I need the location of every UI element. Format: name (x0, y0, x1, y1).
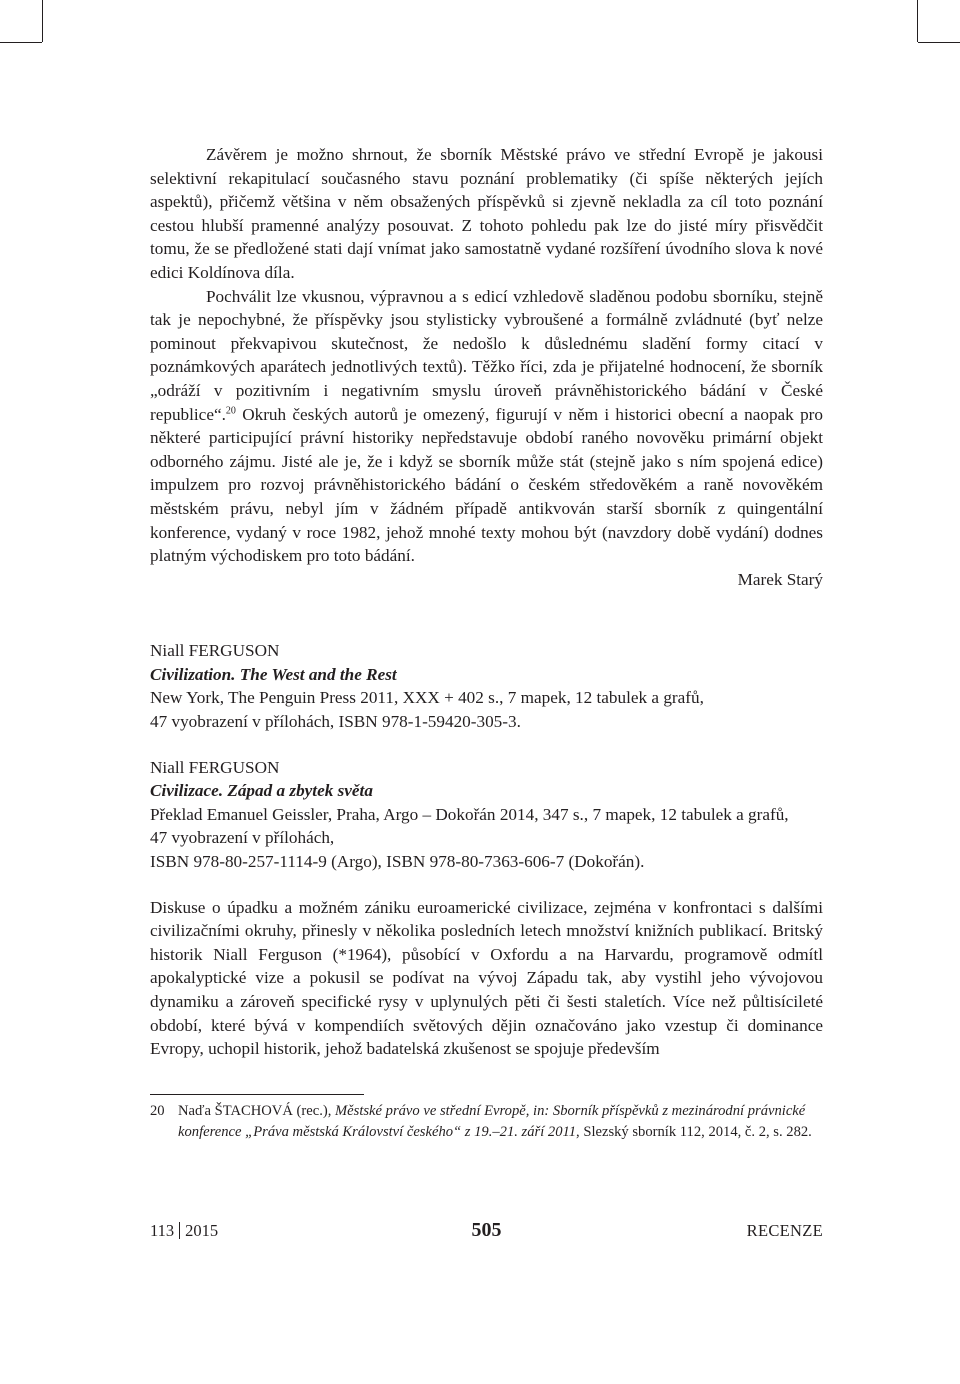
crop-mark-top-left-vertical (42, 0, 43, 42)
section-name: RECENZE (746, 1221, 823, 1240)
footnote-number: 20 (150, 1103, 165, 1119)
book-publication-line: 47 vyobrazení v přílohách, (150, 828, 335, 848)
review-paragraph-2: Pochválit lze vkusnou, výpravnou a s edicí vzhledově sladěnou podobu sborníku, stejně tak je nepochybné, že příspěvky jsou stylisticky vybroušené a formálně zvládnuté (byť nelze pominout překvapivou skutečnost, že nedošlo k důslednému sladění formy citací v poznámkových aparátech jednotlivých textů). Těžko říci, zda je přijatelné hodnocení, že sborník „odráží v pozitivním i negativním smyslu úroveň právněhistorického bádání v České republice“.$^{20}$ Okruh českých autorů je omezený, figurují v něm i historici obecní a naopak pro některé participující právní historiky nepředstavuje období raného novověku primární objekt odborného zájmu. Jisté ale je, že i když se sborník může stát (stejně jako s ním spojená edice) impulzem pro rozvoj právněhistorického bádání o českém středověkém a raně novověkém městském právu, nebyl jím v žádném případě antikvován starší sborník z quingentální konference, vydaný v roce 1982, jehož mnohé texty mohou být (navzdory době vydání) dodnes platným východiskem pro toto bádání. (150, 286, 823, 566)
footnote-divider (150, 1094, 364, 1095)
page-number: 505 (471, 1219, 502, 1241)
book-title: Civilizace. Západ a zbytek světa (150, 781, 373, 801)
review-signature: Marek Starý (737, 569, 823, 589)
book-publication-line: 47 vyobrazení v přílohách, ISBN 978-1-59420-305-3. (150, 712, 521, 732)
crop-mark-top-left-horizontal (0, 42, 42, 43)
book-title: Civilization. The West and the Rest (150, 664, 397, 684)
review-paragraph-1: Závěrem je možno shrnout, že sborník Městské právo ve střední Evropě je jakousi selektivní rekapitulací současného stavu poznání problematiky (či spíše některých jejích aspektů), přičemž většina v něm obsažených příspěvků si zjevně nekladla za cíl toto poznání cestou hlubší pramenné analýzy posouvat. Z tohoto pohledu pak lze do jisté míry přisvědčit tomu, že se předložené stati dají vnímat jako samostatně vydané rozšíření úvodního slova k nové edici Koldínova díla. (150, 145, 823, 282)
crop-mark-top-right-vertical (917, 0, 918, 42)
bibliographic-entry-translation (150, 756, 823, 874)
crop-mark-top-right-horizontal (918, 42, 960, 43)
bibliographic-entry-original (150, 639, 823, 733)
footnote-reference[interactable]: 20 (225, 404, 236, 416)
book-publication-line: New York, The Penguin Press 2011, XXX + 402 s., 7 mapek, 12 tabulek a grafů, (150, 688, 704, 708)
page-body (150, 143, 823, 1061)
footnote-text: Naďa ŠTACHOVÁ (rec.), Městské právo ve střední Evropě, in: Sborník příspěvků z mezinárodní právnické konference „Práva městská Království českého“ z 19.–21. září 2011, Slezský sborník 112, 2014, č. 2, s. 282. (178, 1103, 812, 1140)
review-2-paragraph-1: Diskuse o úpadku a možném zániku euroamerické civilizace, zejména v konfrontaci s dalšími civilizačními okruhy, přinesly v několika posledních letech množství knižních publikací. Britský historik Niall Ferguson (*1964), působící v Oxfordu a na Harvardu, programově odmítl apokalyptické vize a pokusil se podívat na vývoj Západu tak, aby vystihl jeho vývojovou dynamiku a zároveň specifické rysy v uplynulých pěti či šesti staletích. Více než půltisícileté období, které bývá v kompendiích světových dějin označováno jako vzestup či dominance Evropy, uchopil historik, jehož badatelská zkušenost se spojuje především (150, 897, 823, 1059)
book-author: Niall FERGUSON (150, 641, 280, 661)
footnote (150, 1101, 823, 1143)
book-author: Niall FERGUSON (150, 757, 280, 777)
book-publication-line: ISBN 978-80-257-1114-9 (Argo), ISBN 978-80-7363-606-7 (Dokořán). (150, 852, 645, 872)
journal-issue: 113 2015 (150, 1221, 219, 1240)
page-footer (150, 1219, 823, 1247)
book-publication-line: Překlad Emanuel Geissler, Praha, Argo – Dokořán 2014, 347 s., 7 mapek, 12 tabulek a grafů, (150, 804, 789, 824)
